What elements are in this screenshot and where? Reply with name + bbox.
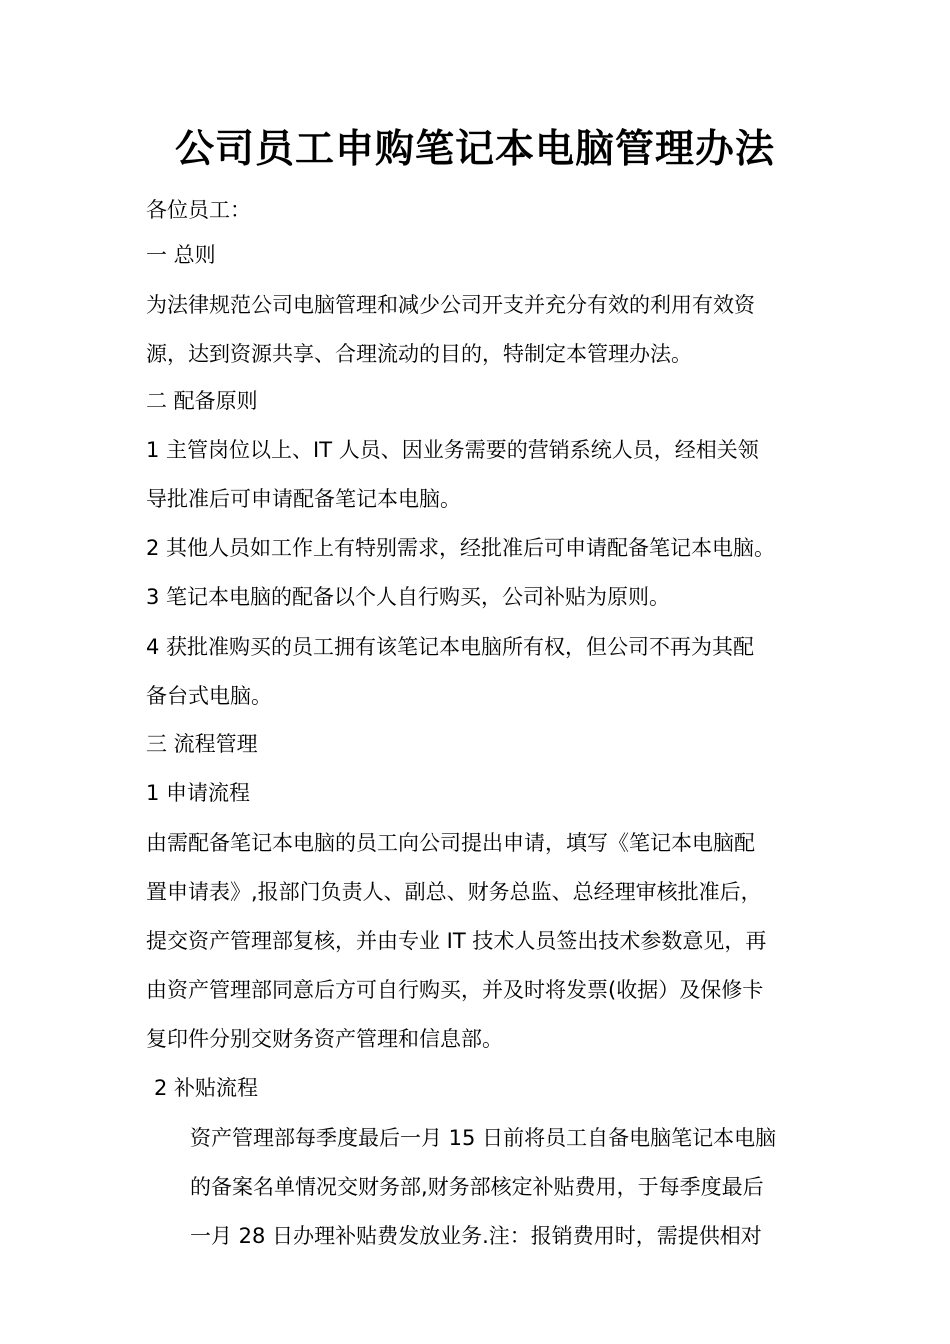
section-heading-general: 一 总则: [146, 243, 216, 267]
paragraph-line: 提交资产管理部复核，并由专业 IT 技术人员签出技术参数意见，再: [146, 929, 767, 953]
paragraph-line: 一月 28 日办理补贴费发放业务.注：报销费用时，需提供相对: [190, 1224, 762, 1248]
paragraph-line: 3 笔记本电脑的配备以个人自行购买，公司补贴为原则。: [146, 585, 671, 609]
paragraph-line: 由需配备笔记本电脑的员工向公司提出申请，填写《笔记本电脑配: [146, 831, 755, 855]
paragraph-line: 源，达到资源共享、合理流动的目的，特制定本管理办法。: [146, 342, 692, 366]
paragraph-line: 为法律规范公司电脑管理和减少公司开支并充分有效的利用有效资: [146, 293, 755, 317]
subsection-heading-application: 1 申请流程: [146, 781, 251, 805]
paragraph-line: 由资产管理部同意后方可自行购买，并及时将发票(收据）及保修卡: [146, 978, 764, 1002]
paragraph-line: 1 主管岗位以上、IT 人员、因业务需要的营销系统人员，经相关领: [146, 438, 759, 462]
paragraph-line: 的备案名单情况交财务部,财务部核定补贴费用，于每季度最后: [190, 1175, 764, 1199]
section-heading-process: 三 流程管理: [146, 732, 258, 756]
paragraph-line: 备台式电脑。: [146, 684, 272, 708]
paragraph-line: 置申请表》,报部门负责人、副总、财务总监、总经理审核批准后，: [146, 880, 762, 904]
paragraph-line: 资产管理部每季度最后一月 15 日前将员工自备电脑笔记本电脑: [190, 1126, 777, 1150]
paragraph-line: 4 获批准购买的员工拥有该笔记本电脑所有权，但公司不再为其配: [146, 635, 755, 659]
section-heading-equipment: 二 配备原则: [146, 389, 258, 413]
paragraph-line: 复印件分别交财务资产管理和信息部。: [146, 1027, 503, 1051]
paragraph-line: 2 其他人员如工作上有特别需求，经批准后可申请配备笔记本电脑。: [146, 536, 776, 560]
subsection-heading-subsidy: 2 补贴流程: [154, 1076, 259, 1100]
document-title: 公司员工申购笔记本电脑管理办法: [174, 126, 775, 172]
salutation: 各位员工：: [146, 198, 251, 222]
paragraph-line: 导批准后可申请配备笔记本电脑。: [146, 487, 461, 511]
